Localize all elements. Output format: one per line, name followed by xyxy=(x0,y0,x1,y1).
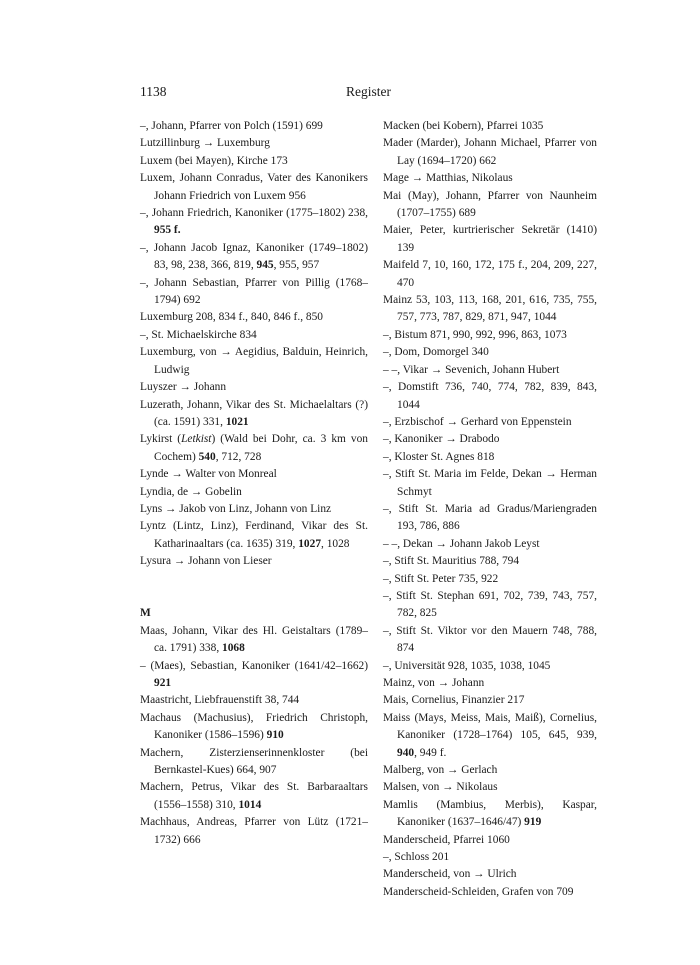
entry-text: Maier, Peter, kurtrierischer Sekretär (1410) 139 xyxy=(383,224,597,254)
index-entry xyxy=(140,135,368,152)
index-entry xyxy=(140,205,368,240)
entry-text: –, Stift St. Stephan 691, 702, 739, 743, 757, 782, 825 xyxy=(383,589,597,620)
index-entry xyxy=(383,675,597,692)
index-entry xyxy=(140,484,368,501)
entry-text: –, Kanoniker → Drabodo xyxy=(383,433,500,446)
entry-text: , 1028 xyxy=(321,537,350,550)
entry-text: Lutzillinburg → Luxemburg xyxy=(140,137,270,150)
index-entry xyxy=(140,745,368,780)
entry-text: Maastricht, Liebfrauenstift 38, 744 xyxy=(140,694,300,707)
entry-text: –, Stift St. Peter 735, 922 xyxy=(383,572,499,585)
index-entry xyxy=(383,623,597,658)
index-entry xyxy=(383,188,597,223)
entry-text: Lysura → Johann von Lieser xyxy=(140,555,272,568)
entry-text: , 949 f. xyxy=(414,746,447,759)
index-entry xyxy=(140,623,368,658)
index-entry xyxy=(383,449,597,466)
index-entry xyxy=(140,814,368,849)
entry-text: Luxemburg 208, 834 f., 840, 846 f., 850 xyxy=(140,311,323,324)
index-entry xyxy=(383,431,597,448)
index-entry xyxy=(383,344,597,361)
entry-emphasis: 1068 xyxy=(222,642,245,655)
index-entry xyxy=(140,309,368,326)
entry-text: –, Domstift 736, 740, 774, 782, 839, 843, 1044 xyxy=(383,381,597,411)
entry-emphasis: 945 xyxy=(256,259,274,272)
page-header xyxy=(140,84,597,104)
index-entry xyxy=(140,275,368,310)
index-column-right xyxy=(383,118,597,901)
section-spacer xyxy=(140,571,368,606)
index-entry xyxy=(140,466,368,483)
entry-text: Macken (bei Kobern), Pfarrei 1035 xyxy=(383,120,544,132)
index-entry xyxy=(140,779,368,814)
index-entry xyxy=(140,170,368,205)
entry-text: –, Universität 928, 1035, 1038, 1045 xyxy=(383,659,551,672)
index-entry xyxy=(383,292,597,327)
entry-emphasis: 940 xyxy=(397,746,415,759)
entry-text: Luyszer → Johann xyxy=(140,381,227,394)
entry-text: Mader (Marder), Johann Michael, Pfarrer von Lay (1694–1720) 662 xyxy=(383,137,597,167)
entry-text: Luxemburg, von → Aegidius, Balduin, Heinrich, Ludwig xyxy=(140,346,368,376)
entry-emphasis: 1027 xyxy=(298,537,322,550)
entry-text: Lyntz (Lintz, Linz), Ferdinand, Vikar des St. Katharinaaltars (ca. 1635) 319, xyxy=(140,520,368,550)
entry-text: – –, Vikar → Sevenich, Johann Hubert xyxy=(383,363,560,376)
entry-text: –, Dom, Domorgel 340 xyxy=(383,346,489,359)
entry-text: , 955, 957 xyxy=(273,259,320,272)
index-entry xyxy=(383,884,597,901)
entry-text: Mamlis (Mambius, Merbis), Kaspar, Kanoniker (1637–1646/47) xyxy=(383,798,597,829)
index-entry xyxy=(383,327,597,344)
entry-text: Lyns → Jakob von Linz, Johann von Linz xyxy=(140,502,332,515)
entry-text: Machhaus, Andreas, Pfarrer von Lütz (1721–1732) 666 xyxy=(140,816,368,846)
entry-text: Machaus (Machusius), Friedrich Christoph, Kanoniker (1586–1596) xyxy=(140,711,368,742)
page-number: 1138 xyxy=(140,84,167,99)
index-entry xyxy=(383,414,597,431)
index-entry xyxy=(140,658,368,693)
entry-text: Mage → Matthias, Nikolaus xyxy=(383,172,513,185)
entry-emphasis: 1021 xyxy=(225,415,249,428)
index-entry xyxy=(140,710,368,745)
entry-text: ) (Wald bei Dohr, ca. 3 km von Cochem) xyxy=(154,433,368,463)
section-letter xyxy=(140,605,368,622)
entry-text: , 712, 728 xyxy=(215,450,262,463)
entry-text: –, Schloss 201 xyxy=(383,851,450,864)
index-entry xyxy=(140,501,368,518)
index-entry xyxy=(383,779,597,796)
index-entry xyxy=(383,501,597,536)
entry-text: –, Johann Jacob Ignaz, Kanoniker (1749–1802) 83, 98, 238, 366, 819, xyxy=(140,241,368,272)
index-entry xyxy=(140,240,368,275)
index-entry xyxy=(383,692,597,709)
index-entry xyxy=(140,344,368,379)
entry-text: –, Johann Sebastian, Pfarrer von Pillig (1768–1794) 692 xyxy=(140,276,368,307)
entry-text: M xyxy=(140,607,151,620)
entry-text: Maas, Johann, Vikar des Hl. Geistaltars (1789–ca. 1791) 338, xyxy=(140,624,368,655)
index-entry xyxy=(140,397,368,432)
entry-emphasis: 1014 xyxy=(238,798,262,811)
entry-text: –, Bistum 871, 990, 992, 996, 863, 1073 xyxy=(383,328,567,341)
entry-text: Mainz 53, 103, 113, 168, 201, 616, 735, 755, 757, 773, 787, 829, 871, 947, 1044 xyxy=(383,294,597,324)
entry-emphasis: 910 xyxy=(266,729,284,742)
entry-text: Lykirst ( xyxy=(140,433,182,446)
index-entry xyxy=(383,571,597,588)
running-title: Register xyxy=(346,84,391,99)
entry-text: Luxem, Johann Conradus, Vater des Kanonikers Johann Friedrich von Luxem 956 xyxy=(140,172,368,202)
entry-text: Mainz, von → Johann xyxy=(383,677,485,689)
index-entry xyxy=(140,553,368,570)
index-entry xyxy=(383,379,597,414)
index-column-left xyxy=(140,118,368,849)
index-entry xyxy=(383,866,597,883)
entry-emphasis: 540 xyxy=(198,450,216,463)
entry-text: Malsen, von → Nikolaus xyxy=(383,781,498,794)
entry-text: –, Stift St. Viktor vor den Mauern 748, 788, 874 xyxy=(383,624,597,655)
index-entry xyxy=(140,379,368,396)
entry-text: –, St. Michaelskirche 834 xyxy=(140,328,257,341)
index-entry xyxy=(140,153,368,170)
index-entry xyxy=(140,118,368,135)
entry-text: – –, Dekan → Johann Jakob Leyst xyxy=(383,537,540,550)
entry-text: Manderscheid, von → Ulrich xyxy=(383,868,517,881)
entry-text: Manderscheid, Pfarrei 1060 xyxy=(383,833,510,846)
index-entry xyxy=(383,222,597,257)
entry-text: –, Johann, Pfarrer von Polch (1591) 699 xyxy=(140,120,323,132)
entry-text: Manderscheid-Schleiden, Grafen von 709 xyxy=(383,885,574,898)
entry-text: Luxem (bei Mayen), Kirche 173 xyxy=(140,154,288,167)
entry-text: – (Maes), Sebastian, Kanoniker (1641/42–1662) xyxy=(140,659,368,672)
index-entry xyxy=(140,692,368,709)
entry-text: Mais, Cornelius, Finanzier 217 xyxy=(383,694,525,707)
entry-text: Machern, Petrus, Vikar des St. Barbaraaltars (1556–1558) 310, xyxy=(140,781,368,811)
index-entry xyxy=(383,536,597,553)
entry-emphasis: Letkist xyxy=(181,433,212,446)
entry-emphasis: 955 f. xyxy=(154,224,181,237)
index-entry xyxy=(383,118,597,135)
entry-text: –, Stift St. Maria im Felde, Dekan → Herman Schmyt xyxy=(383,468,597,498)
index-entry xyxy=(383,553,597,570)
index-entry xyxy=(383,832,597,849)
index-entry xyxy=(383,762,597,779)
entry-text: –, Kloster St. Agnes 818 xyxy=(383,450,495,463)
entry-text: –, Stift St. Maria ad Gradus/Mariengraden 193, 786, 886 xyxy=(383,502,597,533)
index-entry xyxy=(383,170,597,187)
entry-text: Lynde → Walter von Monreal xyxy=(140,468,277,481)
index-entry xyxy=(383,588,597,623)
index-entry xyxy=(383,658,597,675)
index-entry xyxy=(383,466,597,501)
entry-text: Machern, Zisterzienserinnenkloster (bei Bernkastel-Kues) 664, 907 xyxy=(140,746,368,777)
entry-emphasis: 921 xyxy=(154,676,172,689)
index-entry xyxy=(383,849,597,866)
index-entry xyxy=(383,257,597,292)
entry-text: Malberg, von → Gerlach xyxy=(383,764,498,777)
entry-emphasis: 919 xyxy=(524,816,542,829)
index-entry xyxy=(383,362,597,379)
entry-text: Mai (May), Johann, Pfarrer von Naunheim (1707–1755) 689 xyxy=(383,189,597,220)
entry-text: –, Johann Friedrich, Kanoniker (1775–1802) 238, xyxy=(140,207,368,220)
entry-text: –, Erzbischof → Gerhard von Eppenstein xyxy=(383,415,572,428)
index-entry xyxy=(140,518,368,553)
index-entry xyxy=(383,135,597,170)
index-entry xyxy=(140,431,368,466)
entry-text: Lyndia, de → Gobelin xyxy=(140,485,242,498)
entry-text: Luzerath, Johann, Vikar des St. Michaelaltars (?) (ca. 1591) 331, xyxy=(140,398,368,428)
entry-text: –, Stift St. Mauritius 788, 794 xyxy=(383,555,520,568)
index-entry xyxy=(383,710,597,762)
entry-text: Maifeld 7, 10, 160, 172, 175 f., 204, 209, 227, 470 xyxy=(383,259,597,289)
index-entry xyxy=(140,327,368,344)
index-entry xyxy=(383,797,597,832)
entry-text: Maiss (Mays, Meiss, Mais, Maiß), Cornelius, Kanoniker (1728–1764) 105, 645, 939, xyxy=(383,711,597,742)
